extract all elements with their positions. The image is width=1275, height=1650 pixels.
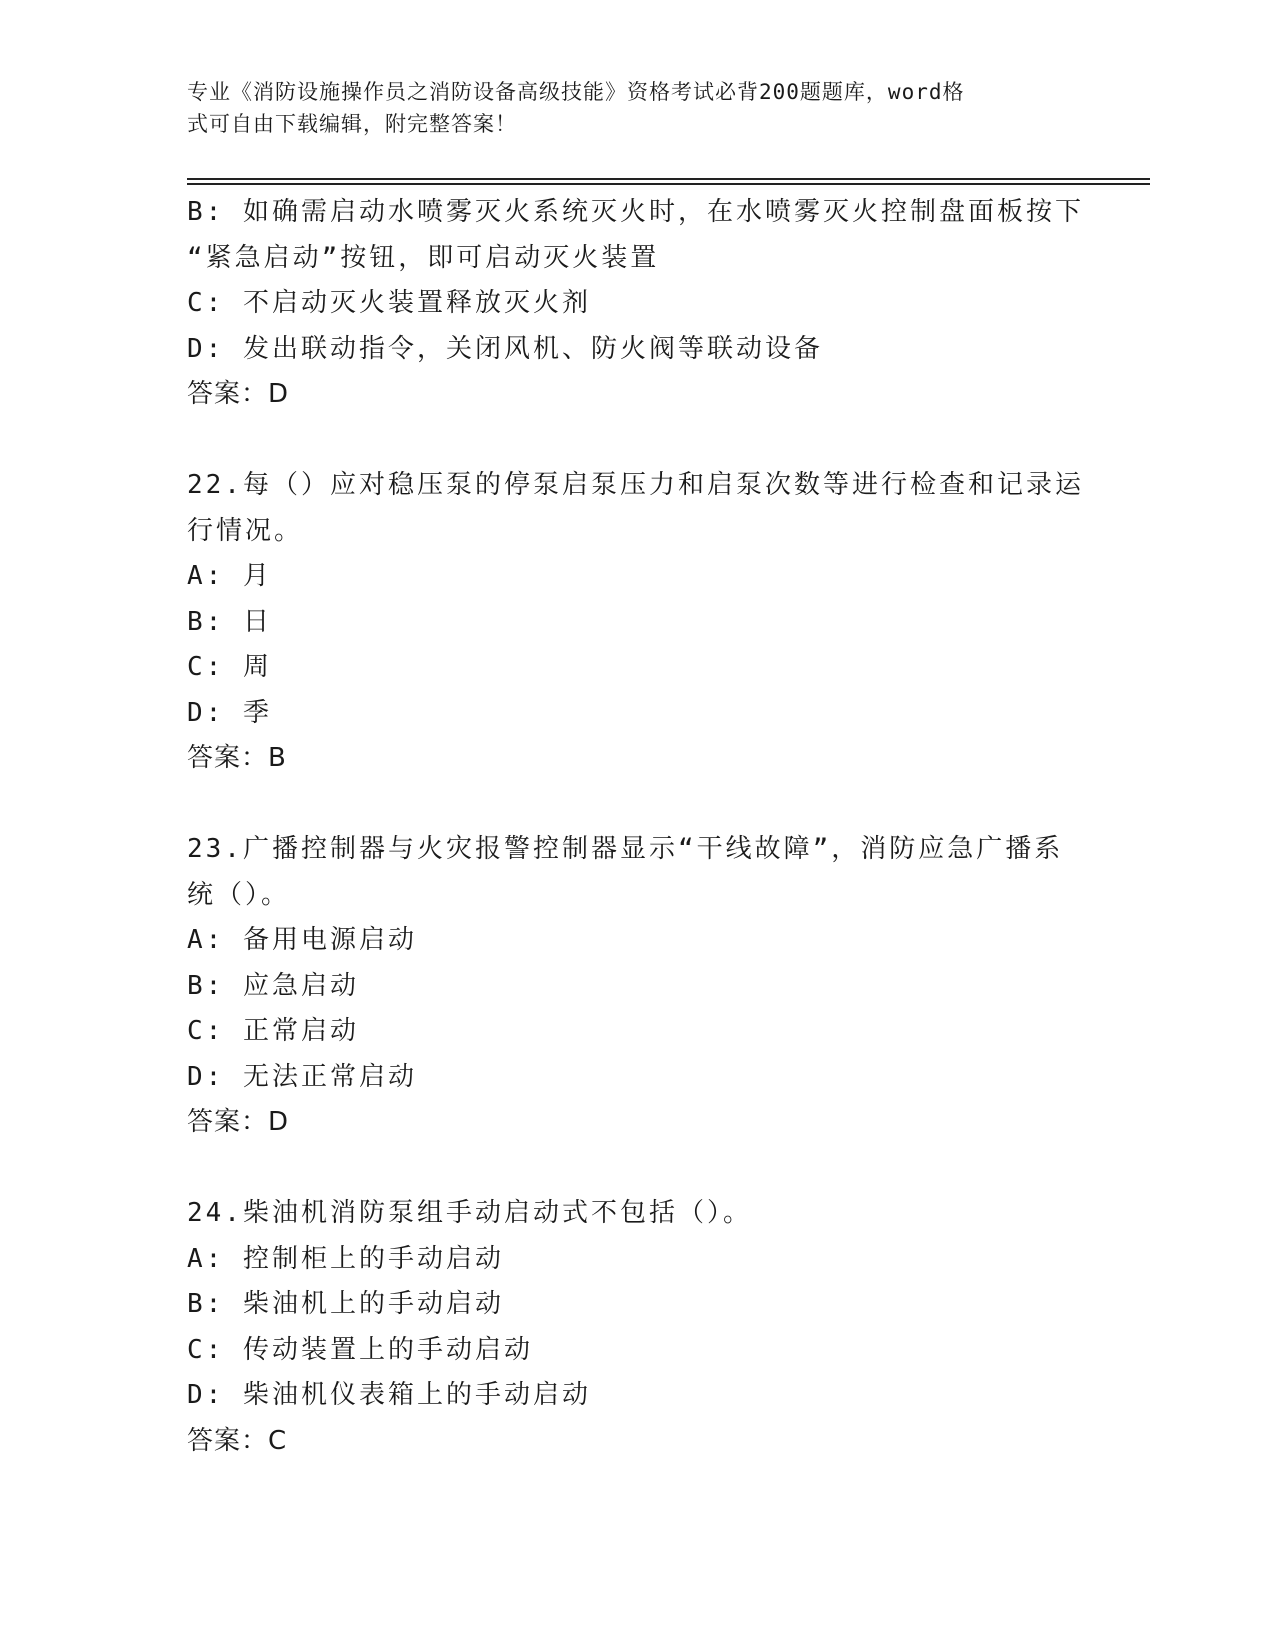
option-d: D: 柴油机仪表箱上的手动启动 xyxy=(187,1380,591,1410)
header-line-2: 式可自由下载编辑，附完整答案！ xyxy=(187,112,517,136)
question-list xyxy=(187,190,1087,1464)
header-divider-bottom xyxy=(187,183,1150,185)
question-stem-line-2: 行情况。 xyxy=(187,515,304,546)
spacer xyxy=(187,782,1087,828)
question-24 xyxy=(187,1191,1087,1464)
option-b: B: 日 xyxy=(187,606,272,637)
option-d: D: 季 xyxy=(187,697,272,728)
option-d: D: 无法正常启动 xyxy=(187,1061,417,1092)
option-d: D: 发出联动指令，关闭风机、防火阀等联动设备 xyxy=(187,333,823,364)
header-divider-top xyxy=(187,178,1150,180)
question-stem-line-2: 统（）。 xyxy=(187,879,291,910)
option-a: A: 月 xyxy=(187,561,272,591)
question-23 xyxy=(187,827,1087,1146)
header-line-1: 专业《消防设施操作员之消防设备高级技能》资格考试必背200题题库，word格 xyxy=(187,80,965,104)
option-b-line-2: “紧急启动”按钮，即可启动灭火装置 xyxy=(187,242,660,273)
option-b: B: 柴油机上的手动启动 xyxy=(187,1289,504,1319)
question-21 xyxy=(187,190,1087,418)
option-a: A: 备用电源启动 xyxy=(187,925,417,955)
option-c: C: 传动装置上的手动启动 xyxy=(187,1334,533,1365)
option-c: C: 正常启动 xyxy=(187,1016,359,1046)
option-c: C: 不启动灭火装置释放灭火剂 xyxy=(187,288,591,318)
spacer xyxy=(187,418,1087,464)
document-header xyxy=(187,76,1067,140)
option-a: A: 控制柜上的手动启动 xyxy=(187,1243,504,1274)
spacer xyxy=(187,1146,1087,1192)
option-b: B: 应急启动 xyxy=(187,970,359,1001)
question-22 xyxy=(187,463,1087,782)
question-stem-line-1: 24.柴油机消防泵组手动启动式不包括（）。 xyxy=(187,1198,752,1228)
question-stem-line-1: 22.每（）应对稳压泵的停泵启泵压力和启泵次数等进行检查和记录运 xyxy=(187,470,1084,500)
answer: 答案：D xyxy=(187,1107,290,1137)
answer: 答案：B xyxy=(187,743,287,773)
option-b-line-1: B: 如确需启动水喷雾灭火系统灭火时，在水喷雾灭火控制盘面板按下 xyxy=(187,197,1084,227)
answer: 答案：C xyxy=(187,1425,288,1456)
question-stem-line-1: 23.广播控制器与火灾报警控制器显示“干线故障”，消防应急广播系 xyxy=(187,834,1064,864)
answer: 答案：D xyxy=(187,379,290,409)
option-c: C: 周 xyxy=(187,652,272,682)
